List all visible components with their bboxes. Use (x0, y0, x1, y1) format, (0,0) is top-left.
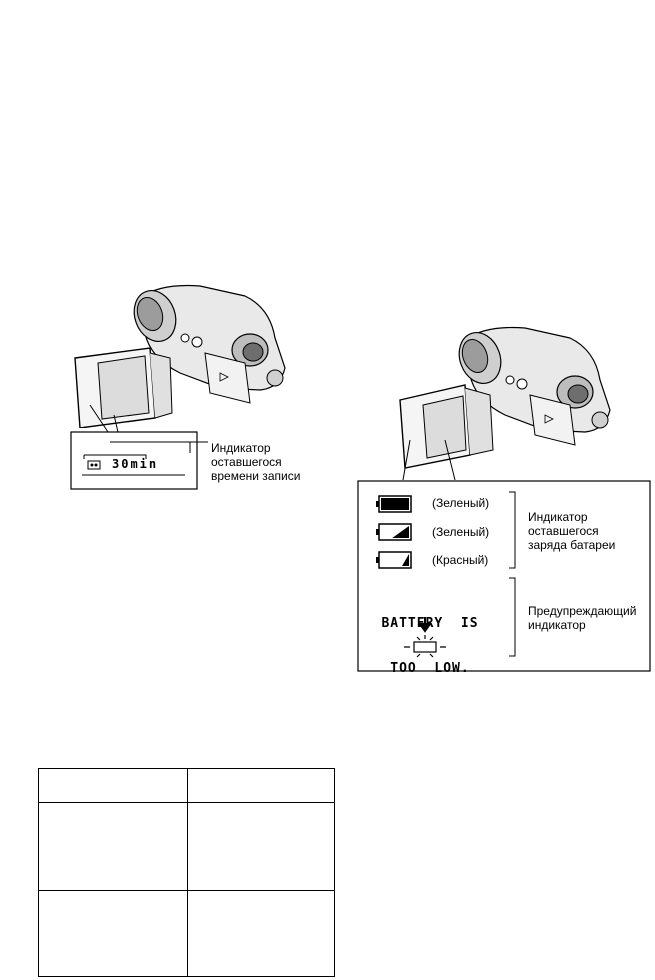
warning-indicator-label (528, 604, 636, 632)
label-line: времени записи (211, 469, 301, 483)
label-line: оставшегося (528, 524, 599, 538)
table-cell (39, 803, 188, 891)
table-cell (188, 769, 335, 803)
table-row (39, 891, 335, 977)
label-line: Индикатор (528, 510, 588, 524)
battery-warning-text (380, 586, 480, 691)
spec-table (38, 768, 335, 977)
battery-level-icons (376, 492, 416, 572)
table-row (39, 803, 335, 891)
label-line: Предупреждающий (528, 604, 637, 618)
table-cell (188, 803, 335, 891)
table-row (39, 769, 335, 803)
battery-low-icon (376, 552, 411, 568)
battery-full-icon (376, 496, 411, 512)
table-cell (39, 891, 188, 977)
warning-line: BATTERY IS (381, 616, 479, 631)
label-line: заряда батареи (528, 538, 616, 552)
label-line: индикатор (528, 618, 586, 632)
leader-line (190, 440, 210, 450)
table-cell (39, 769, 188, 803)
remaining-time-value: 30min (112, 457, 159, 471)
battery-status-full: (Зеленый) (432, 496, 490, 510)
leader-line (395, 440, 475, 485)
table-cell (188, 891, 335, 977)
battery-status-half: (Зеленый) (432, 525, 490, 539)
recording-time-callout (70, 405, 200, 490)
battery-half-icon (376, 524, 411, 540)
recording-time-label (211, 441, 300, 483)
battery-status-low: (Красный) (432, 553, 489, 567)
label-line: Индикатор (211, 441, 271, 455)
label-line: оставшегося (211, 455, 282, 469)
battery-indicator-label (528, 510, 615, 552)
tape-icon (88, 461, 100, 469)
warning-line: TOO LOW. (390, 661, 470, 676)
